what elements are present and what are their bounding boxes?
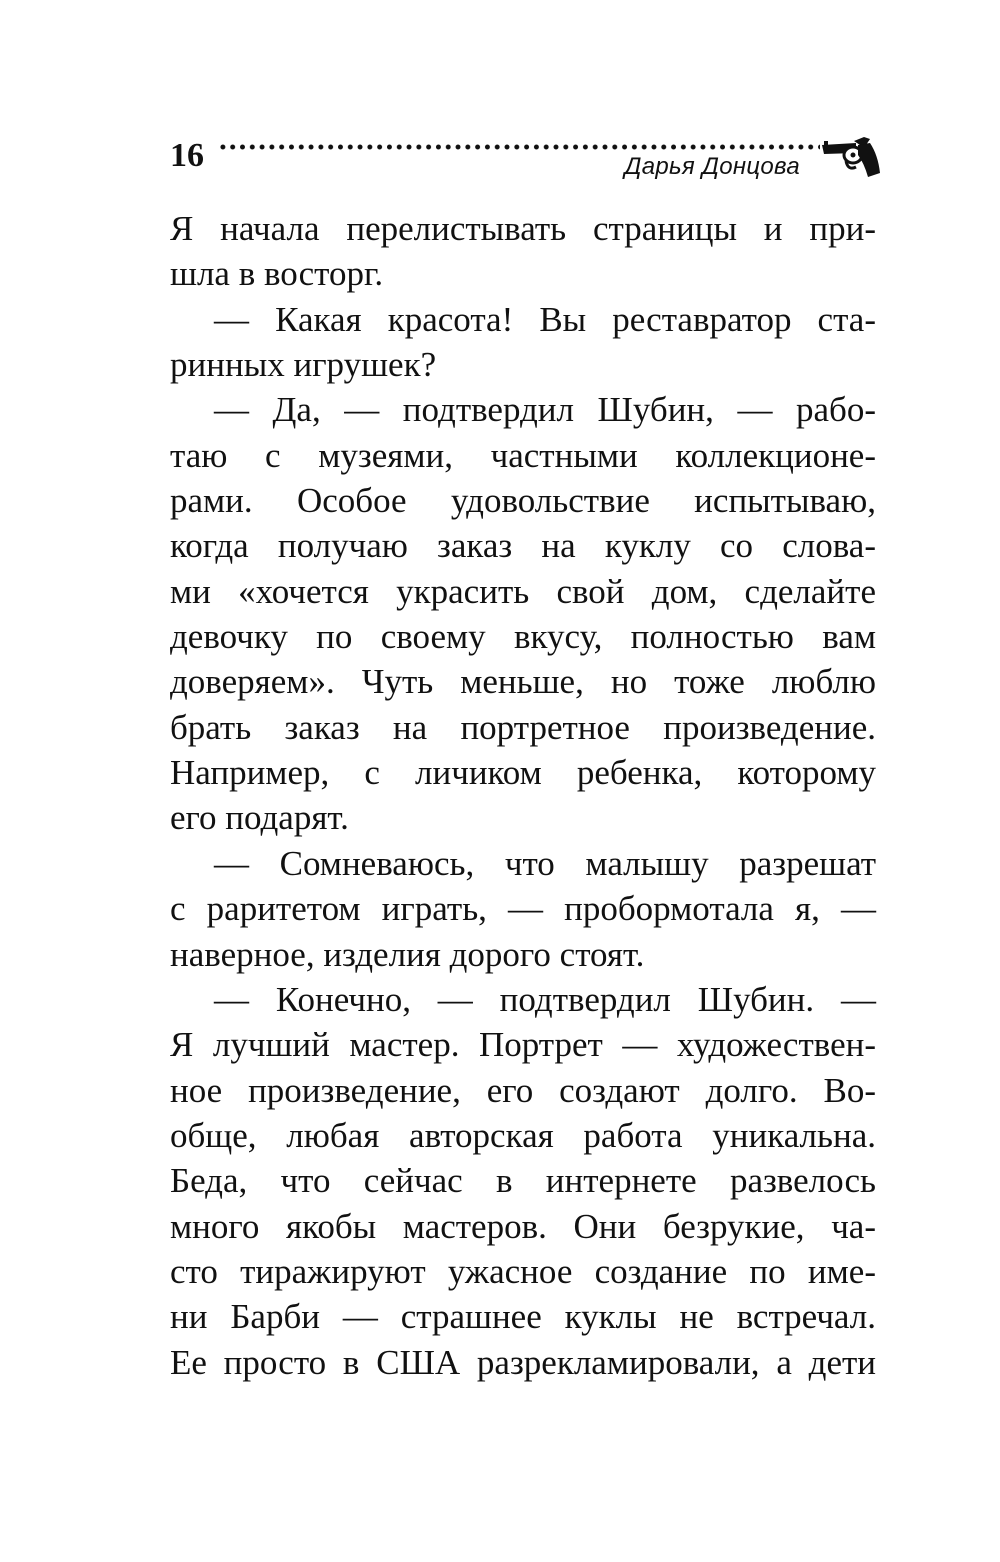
text-line-20: ное произведение, его создают долго. Во- — [170, 1070, 876, 1110]
text-line-6: таю с музеями, частными коллекционе- — [170, 435, 876, 475]
text-line-11: доверяем». Чуть меньше, но тоже люблю — [170, 662, 876, 702]
text-line-26: Ее просто в США разрекламировали, а дети — [170, 1342, 876, 1382]
text-line-10: девочку по своему вкусу, полностью вам — [170, 617, 876, 657]
text-line-7: рами. Особое удовольствие испытываю, — [170, 481, 876, 521]
dotted-leader — [218, 144, 820, 150]
text-line-1: Я начала перелистывать страницы и при- — [170, 209, 876, 248]
text-line-19: Я лучший мастер. Портрет — художествен- — [170, 1025, 876, 1065]
revolver-icon — [820, 133, 882, 181]
text-line-25: ни Барби — страшнее куклы не встречал. — [170, 1297, 876, 1337]
text-line-5: — Да, — подтвердил Шубин, — рабо- — [214, 390, 876, 430]
page-number: 16 — [170, 137, 204, 174]
page-header — [170, 128, 882, 192]
text-line-17: наверное, изделия дорого стоят. — [170, 934, 645, 974]
text-line-4: ринных игрушек? — [170, 345, 437, 385]
text-line-16: с раритетом играть, — пробормотала я, — — [170, 889, 876, 929]
text-line-21: обще, любая авторская работа уникальна. — [170, 1115, 876, 1155]
text-line-23: много якобы мастеров. Они безрукие, ча- — [170, 1206, 876, 1246]
text-line-13: Например, с личиком ребенка, которому — [170, 753, 876, 793]
text-line-12: брать заказ на портретное произведение. — [170, 707, 876, 747]
text-line-9: ми «хочется украсить свой дом, сделайте — [170, 571, 876, 611]
author-name: Дарья Донцова — [624, 153, 800, 180]
text-line-15: — Сомневаюсь, что малышу разрешат — [214, 843, 876, 883]
text-line-18: — Конечно, — подтвердил Шубин. — — [214, 979, 876, 1019]
text-line-14: его подарят. — [170, 798, 349, 838]
text-line-3: — Какая красота! Вы реставратор ста- — [214, 299, 876, 339]
text-line-24: сто тиражируют ужасное создание по име- — [170, 1251, 876, 1291]
text-line-8: когда получаю заказ на куклу со слова- — [170, 526, 876, 566]
text-body — [170, 206, 876, 1385]
text-line-22: Беда, что сейчас в интернете развелось — [170, 1161, 876, 1201]
text-line-2: шла в восторг. — [170, 254, 384, 294]
